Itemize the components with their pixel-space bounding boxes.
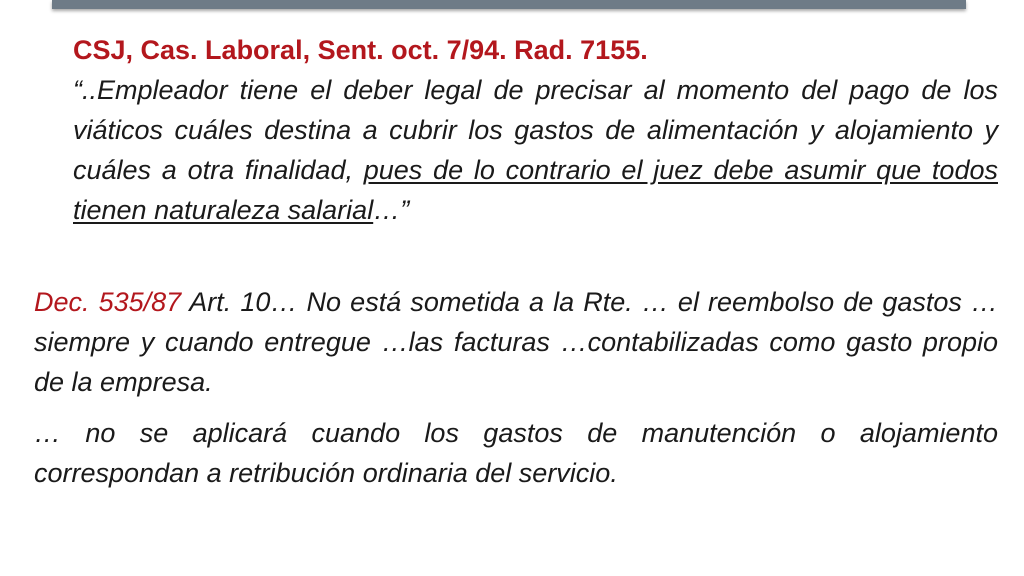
- note-text: o alojamiento correspondan a: [34, 418, 998, 488]
- decree-paragraph: [34, 282, 998, 402]
- note-text: ordinaria del servicio.: [355, 458, 618, 488]
- note-text: manutención: [641, 418, 797, 448]
- quote-text: viáticos cuáles: [73, 115, 253, 145]
- citation-title: CSJ, Cas. Laboral, Sent. oct. 7/94. Rad. 7155.: [73, 35, 648, 65]
- quote-text: destina a cubrir los gastos de: [252, 115, 647, 145]
- decree-text: Art. 10… No: [181, 287, 351, 317]
- decree-text: está: [350, 287, 402, 317]
- decree-reference: Dec. 535/87: [34, 287, 182, 317]
- note-text: … no se: [34, 418, 193, 448]
- note-text: aplicará: [192, 418, 288, 448]
- decree-text: sometida a la Rte. … el reembolso de gastos …siempre y cuando entregue …las facturas …contabilizadas como gasto propio de la empresa.: [34, 287, 998, 397]
- slide-top-bar: [52, 0, 966, 9]
- note-text: retribución: [229, 458, 356, 488]
- note-text: cuando los gastos de: [287, 418, 642, 448]
- quote-text: cuáles: [73, 155, 152, 185]
- quote-text: …”: [373, 195, 410, 225]
- quote-text: “..Empleador tiene el deber legal de precisar al momento del pago de los: [73, 75, 998, 105]
- quote-underlined-text: pues de lo contrario el juez debe asumir que todos tienen naturaleza salarial: [73, 155, 998, 225]
- quote-text: y alojamiento y: [798, 115, 998, 145]
- exception-paragraph: [34, 413, 998, 493]
- court-citation-block: [73, 30, 998, 230]
- quote-text: alimentación: [646, 115, 799, 145]
- quote-text: a otra finalidad,: [151, 155, 364, 185]
- citation-quote: [73, 70, 998, 230]
